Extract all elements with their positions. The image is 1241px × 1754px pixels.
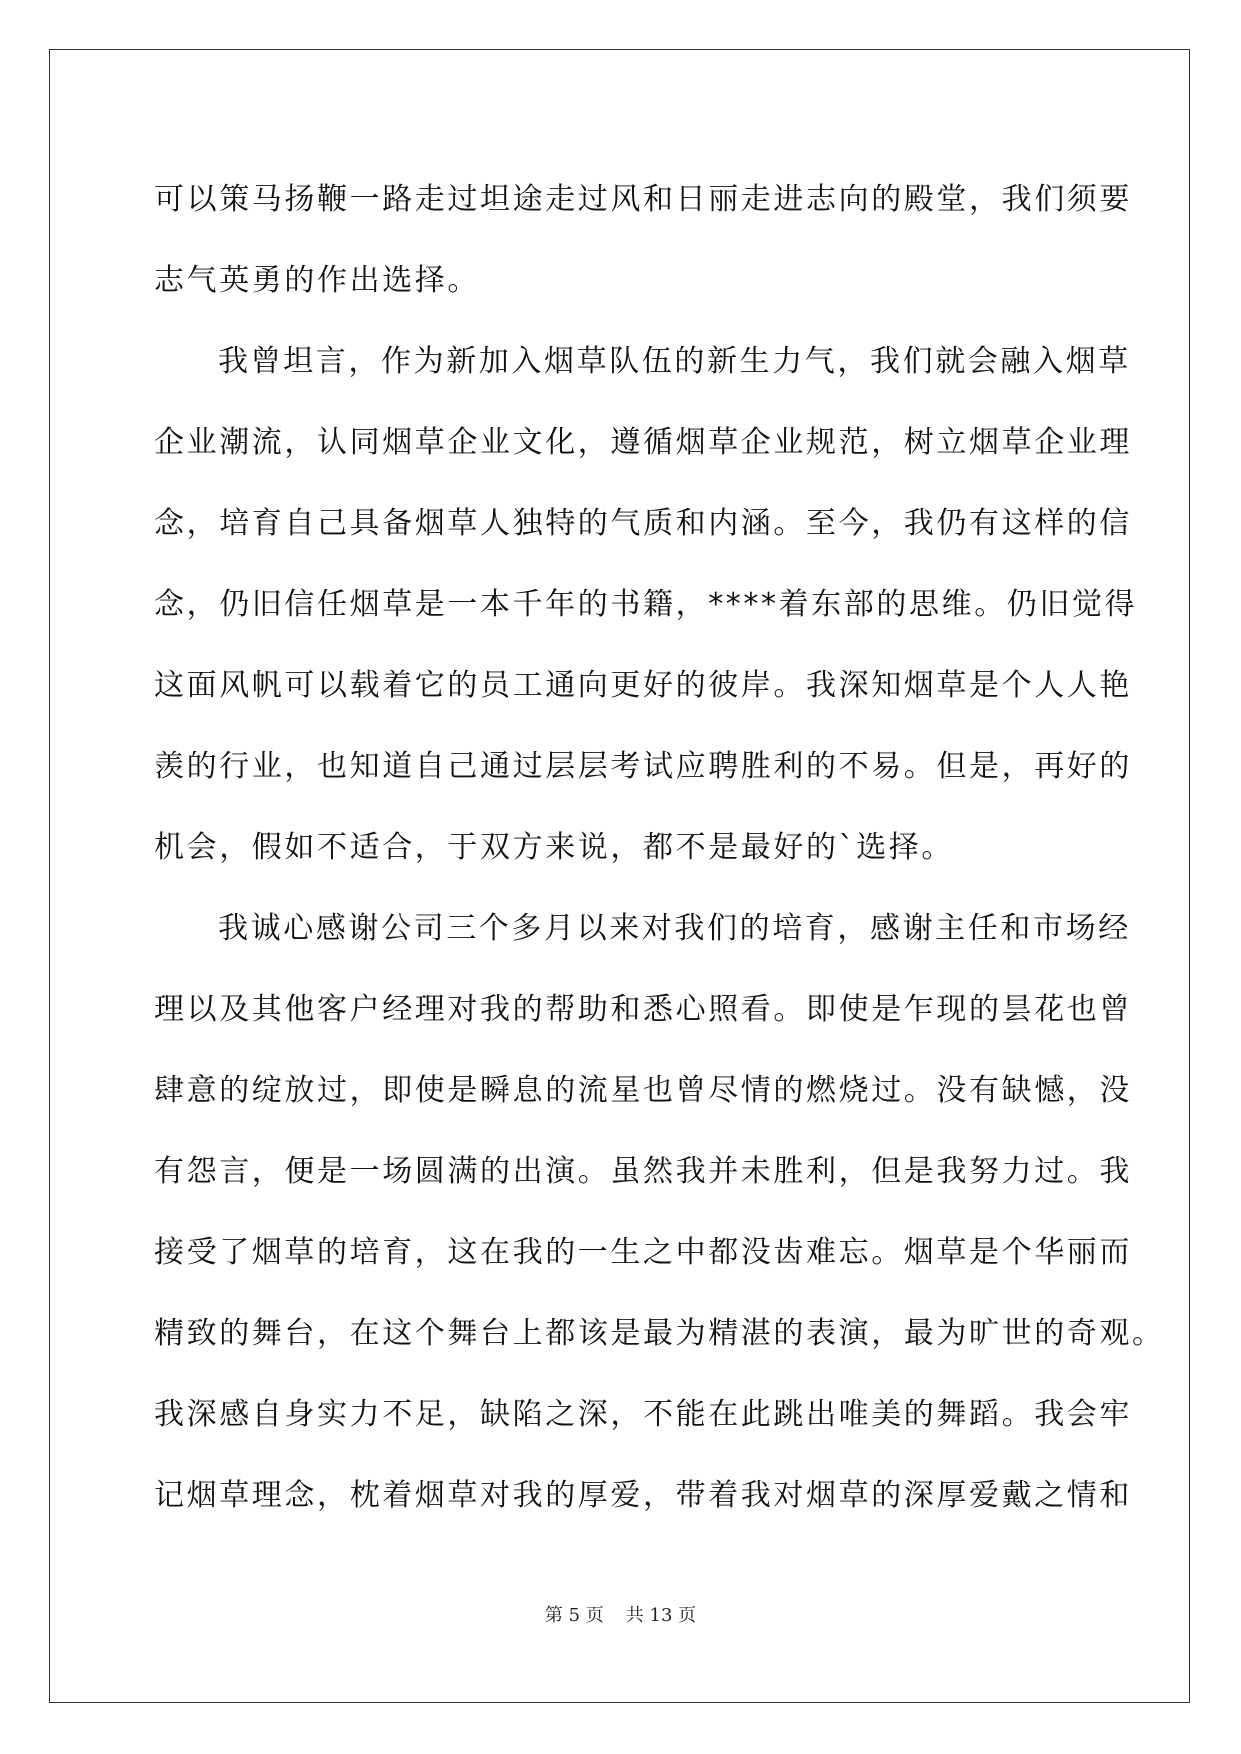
paragraph-start-line: 我曾坦言，作为新加入烟草队伍的新生力气，我们就会融入烟草: [218, 344, 1131, 379]
text-line: 念，培育自己具备烟草人独特的气质和内涵。至今，我仍有这样的信: [154, 506, 1132, 541]
text-line: 我深感自身实力不足，缺陷之深，不能在此跳出唯美的舞蹈。我会牢: [154, 1397, 1132, 1432]
text-line: 企业潮流，认同烟草企业文化，遵循烟草企业规范，树立烟草企业理: [154, 425, 1132, 460]
page-total: 共 13 页: [625, 1605, 697, 1626]
text-line: 精致的舞台，在这个舞台上都该是最为精湛的表演，最为旷世的奇观。: [154, 1316, 1165, 1351]
text-line: 记烟草理念，枕着烟草对我的厚爱，带着我对烟草的深厚爱戴之情和: [154, 1478, 1132, 1513]
page-footer: [0, 1604, 1241, 1628]
text-line: 有怨言，便是一场圆满的出演。虽然我并未胜利，但是我努力过。我: [154, 1154, 1132, 1189]
text-line: 这面风帆可以载着它的员工通向更好的彼岸。我深知烟草是个人人艳: [154, 668, 1132, 703]
paragraph-start-line: 我诚心感谢公司三个多月以来对我们的培育，感谢主任和市场经: [218, 911, 1131, 946]
text-line: 机会，假如不适合，于双方来说，都不是最好的`选择。: [154, 830, 954, 865]
text-line: 羡的行业，也知道自己通过层层考试应聘胜利的不易。但是，再好的: [154, 749, 1132, 784]
text-line: 可以策马扬鞭一路走过坦途走过风和日丽走进志向的殿堂，我们须要: [154, 182, 1132, 217]
text-line: 志气英勇的作出选择。: [154, 263, 480, 298]
text-line: 接受了烟草的培育，这在我的一生之中都没齿难忘。烟草是个华丽而: [154, 1235, 1132, 1270]
text-line: 理以及其他客户经理对我的帮助和悉心照看。即使是乍现的昙花也曾: [154, 992, 1132, 1027]
text-line: 肆意的绽放过，即使是瞬息的流星也曾尽情的燃烧过。没有缺憾，没: [154, 1073, 1132, 1108]
document-body: [154, 159, 1165, 1536]
page-number: 第 5 页: [544, 1605, 604, 1626]
text-line: 念，仍旧信任烟草是一本千年的书籍，****着东部的思维。仍旧觉得: [154, 587, 1138, 622]
